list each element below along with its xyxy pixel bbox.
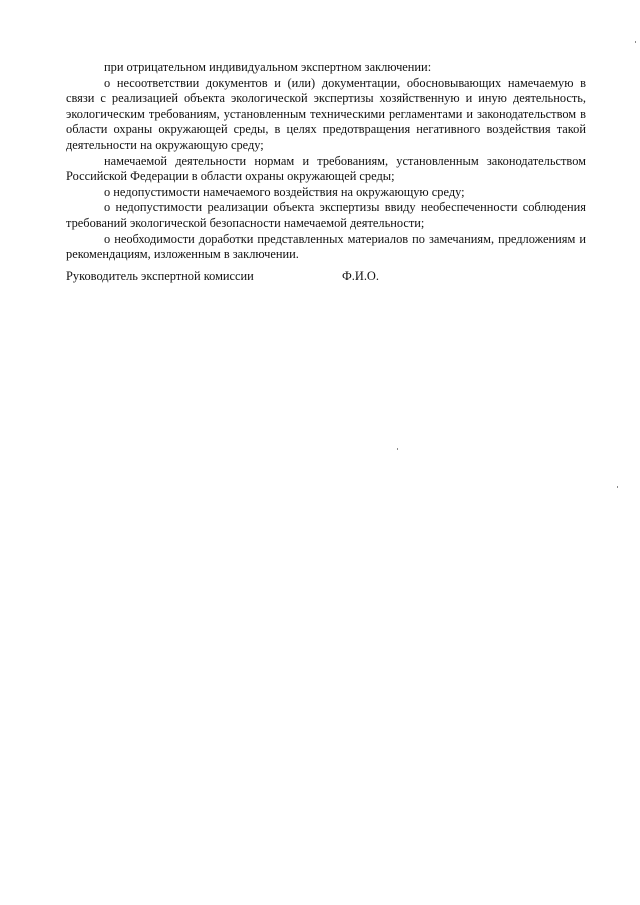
paragraph-noncompliance: о несоответствии документов и (или) документации, обосновывающих намечаемую в связи с реализацией объекта экологической экспертизы хозяйственную и иную деятельность, экологическим требованиям, установленным техническими регламентами и законодательством в области охраны окружающей среды, в целях предотвращения негативного воздействия такой деятельности на окружающую среду; [66,75,586,152]
paragraph-impact-inadmissibility: о недопустимости намечаемого воздействия на окружающую среду; [104,184,465,199]
signature-role: Руководитель экспертной комиссии [66,269,254,283]
scan-speck [397,448,398,450]
signature-name-placeholder: Ф.И.О. [342,269,379,283]
scan-speck [635,41,636,43]
paragraph-implementation-inadmissibility: о недопустимости реализации объекта экспертизы ввиду необеспеченности соблюдения требований экологической безопасности намечаемой деятельности; [66,200,586,230]
document-body [66,60,586,263]
paragraph-activity-norms: намечаемой деятельности нормам и требованиям, установленным законодательством Российской Федерации в области охраны окружающей среды; [66,153,586,184]
scan-speck [617,486,618,488]
paragraph-intro: при отрицательном индивидуальном экспертном заключении: [104,60,432,74]
paragraph-revision-needed: о необходимости доработки представленных материалов по замечаниям, предложениям и рекомендациям, изложенным в заключении. [66,231,586,262]
